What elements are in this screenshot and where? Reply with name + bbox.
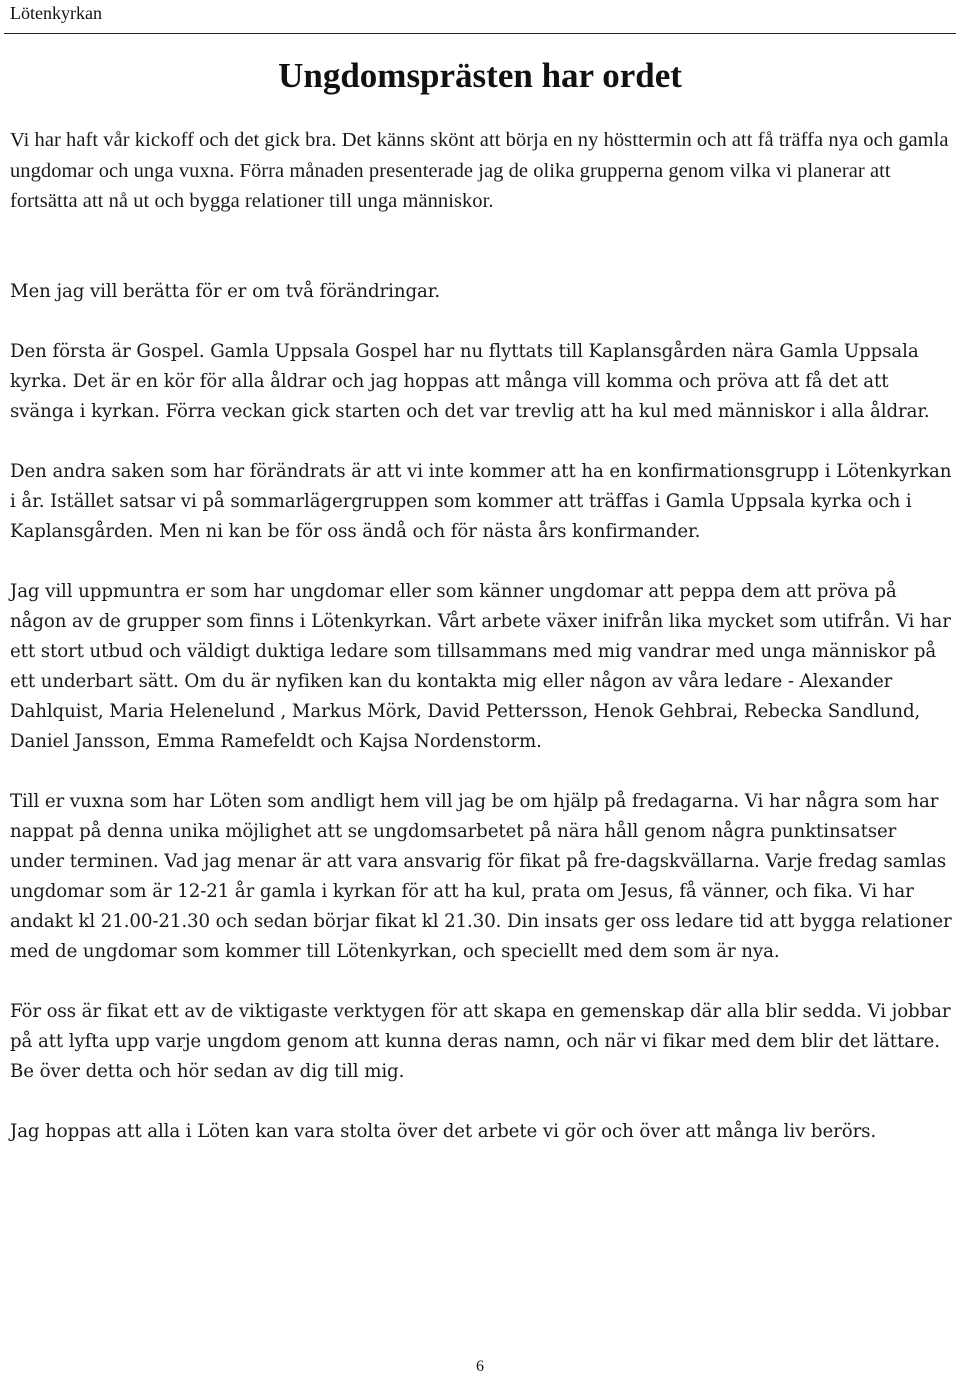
body-paragraph: Den första är Gospel. Gamla Uppsala Gospel har nu flyttats till Kaplansgården nära Gamla Uppsala kyrka. Det är en kör för alla åldrar och jag hoppas att många vill komma och pröva att få det att svänga i kyrkan. Förra veckan gick starten och det var trevlig att ha kul med människor i alla åldrar. <box>10 341 930 422</box>
intro-paragraph: Vi har haft vår kickoff och det gick bra. Det känns skönt att börja en ny hösttermin och att få träffa nya och gamla ungdomar och unga vuxna. Förra månaden presenterade jag de olika grupperna genom vilka vi planerar att fortsätta att nå ut och bygga relationer till unga människor. <box>10 129 949 212</box>
body-paragraph: Den andra saken som har förändrats är att vi inte kommer att ha en konfirmationsgrupp i Lötenkyrkan i år. Istället satsar vi på sommarlägergruppen som kommer att träffas i Gamla Uppsala kyrka och i Kaplansgården. Men ni kan be för oss ändå och för nästa års konfirmander. <box>10 461 952 542</box>
running-header: Lötenkyrkan <box>10 3 102 23</box>
article-title: Ungdomsprästen har ordet <box>278 56 682 95</box>
page-number: 6 <box>476 1358 484 1375</box>
body-paragraph: Jag hoppas att alla i Löten kan vara stolta över det arbete vi gör och över att många liv berörs. <box>10 1121 877 1142</box>
body-paragraph: Jag vill uppmuntra er som har ungdomar eller som känner ungdomar att peppa dem att pröva på någon av de grupper som finns i Lötenkyrkan. Vårt arbete växer inifrån lika mycket som utifrån. Vi har ett stort utbud och väldigt duktiga ledare som tillsammans med mig vandrar med unga människor på ett underbart sätt. Om du är nyfiken kan du kontakta mig eller någon av våra ledare - Alexander Dahlquist, Maria Helenelund , Markus Mörk, David Pettersson, Henok Gehbrai, Rebecka Sandlund, Daniel Jansson, Emma Ramefeldt och Kajsa Nordenstorm. <box>10 581 951 752</box>
body-paragraph: Till er vuxna som har Löten som andligt hem vill jag be om hjälp på fredagarna. Vi har några som har nappat på denna unika möjlighet att se ungdomsarbetet på nära håll genom några punktinsatser under terminen. Vad jag menar är att vara ansvarig för fikat på fre-dagskvällarna. Varje fredag samlas ungdomar som är 12-21 år gamla i kyrkan för att ha kul, prata om Jesus, få vänner, och fika. Vi har andakt kl 21.00-21.30 och sedan börjar fikat kl 21.30. Din insats ger oss ledare tid att bygga relationer med de ungdomar som kommer till Lötenkyrkan, och speciellt med dem som är nya. <box>10 791 952 962</box>
body-paragraph: Men jag vill berätta för er om två förändringar. <box>10 281 441 302</box>
article-body <box>10 277 952 1177</box>
header-divider <box>4 33 956 34</box>
body-paragraph: För oss är fikat ett av de viktigaste verktygen för att skapa en gemenskap där alla blir sedda. Vi jobbar på att lyfta upp varje ungdom genom att kunna deras namn, och när vi fikar med dem blir det lättare. Be över detta och hör sedan av dig till mig. <box>10 1001 951 1082</box>
